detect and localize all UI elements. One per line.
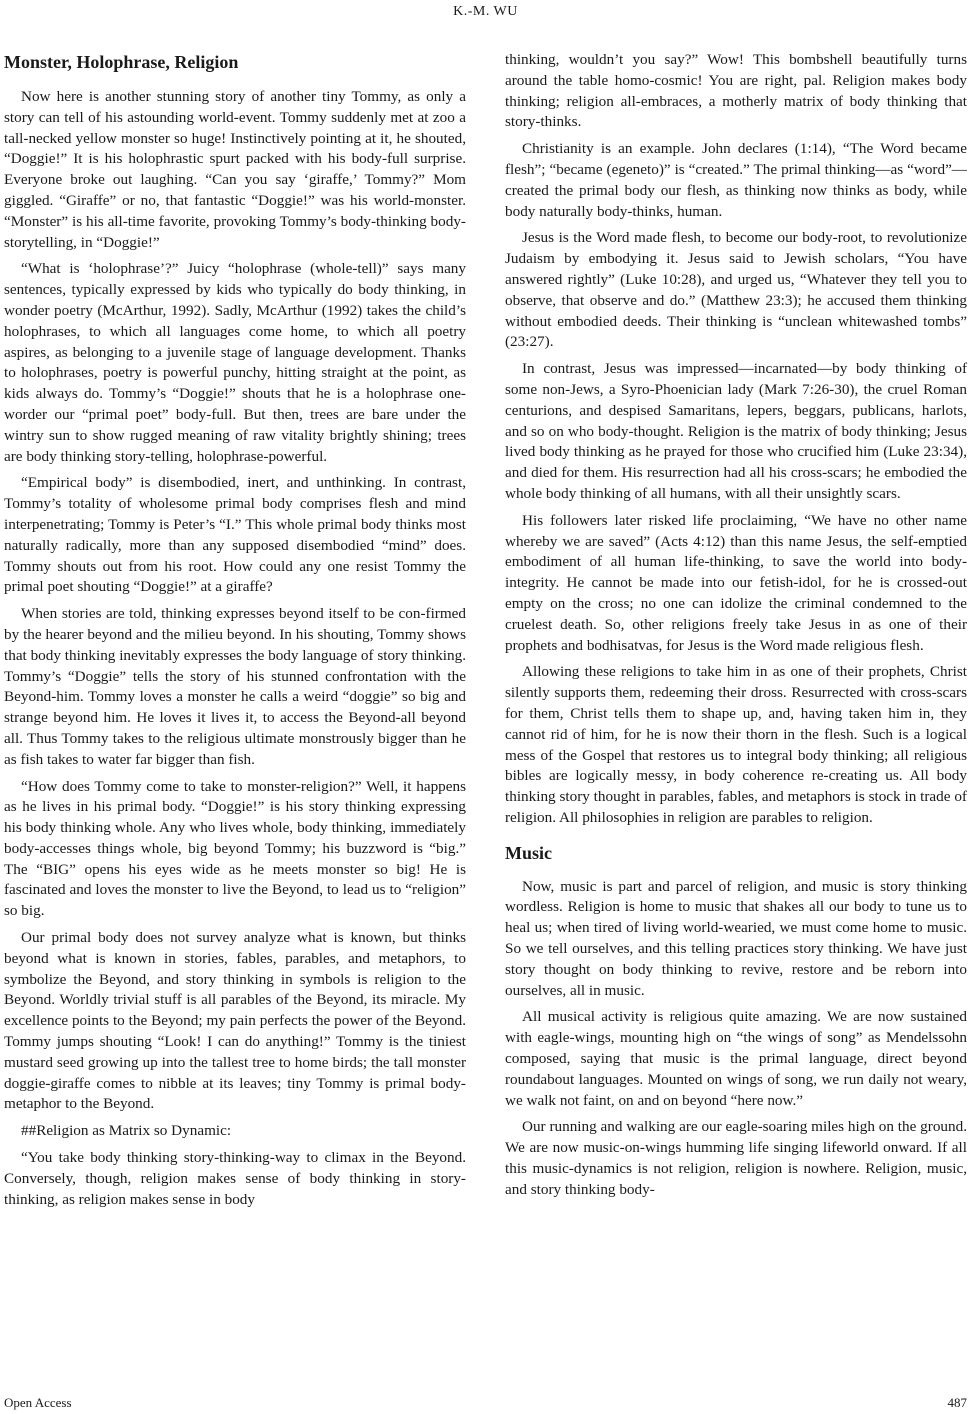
subheading-paragraph: ##Religion as Matrix so Dynamic:	[21, 1122, 232, 1140]
page-number: 487	[947, 1395, 967, 1410]
paragraph: “What is ‘holophrase’?” Juicy “holophrase (whole-tell)” says many sentences, typically expressed by kids who typically do body thinking, in wonder poetry (McArthur, 1992). Sadly, McArthur (1992) takes the child’s holophrases, to which all languages come home, to which all poetry aspires, as belonging to a juvenile stage of language development. Thanks to holophrases, poetry is powerful punchy, hitting straight at the point, as kids always do. Tommy’s “Doggie!” shouts that he is a holophrase one-worder our “primal poet” body-full. But then, trees are bare under the wintry sun to show rugged meaning of raw vitality brightly shining; trees are body thinking story-telling, holophrase-powerful.	[4, 260, 466, 465]
paragraph: When stories are told, thinking expresses beyond itself to be con-firmed by the hearer beyond and the milieu beyond. In his shouting, Tommy shows that body thinking inevitably expresses the body language of story thinking. Tommy’s “Doggie” tells the story of his stunned confrontation with the Beyond-him. Tommy loves a monster he calls a weird “doggie” so big and strange beyond him. He loves it lives it, to access the Beyond-all beyond all. Thus Tommy takes to the religious ultimate monstrously bigger than he as fish takes to water far bigger than fish.	[4, 605, 466, 768]
paragraph: “How does Tommy come to take to monster-religion?” Well, it happens as he lives in his primal body. “Doggie!” is his story thinking expressing his body thinking whole. Any who lives whole, body thinking, immediately body-accesses things whole, big beyond Tommy; his buzzword is “big.” The “BIG” opens his eyes wide as he meets monster so big! He is fascinated and loves the monster to live the Beyond, to lead us to “religion” so big.	[4, 777, 466, 920]
section-heading-music: Music	[505, 842, 552, 863]
right-column	[505, 50, 967, 1207]
paragraph: His followers later risked life proclaiming, “We have no other name whereby we are saved” (Acts 4:12) than this name Jesus, the self-emptied embodiment of all human life-thinking, to save the world into body-integrity. He cannot be made into our fetish-idol, for he is crossed-out empty on the cross; no one can idolize the criminal condemned to the cruelest death. So, other religions freely take Jesus in as one of their prophets and bodhisatvas, for Jesus is the Word made religious flesh.	[505, 511, 967, 654]
paragraph: Now, music is part and parcel of religion, and music is story thinking wordless. Religion is home to music that shakes all our body to tune us to heal us; when tired of living world-wearied, we must come home to music. So we tell ourselves, and this telling practices story thinking. We have just story thought on body thinking to revive, restore and be reborn into ourselves, all in music.	[505, 877, 967, 999]
section-heading-monster: Monster, Holophrase, Religion	[4, 52, 239, 72]
paragraph: Jesus is the Word made flesh, to become our body-root, to revolutionize Judaism by embodying it. Jesus said to Jewish scholars, “You have answered rightly” (Luke 10:28), and urged us, “Whatever they tell you to observe, that observe and do.” (Matthew 23:3); he accused them thinking without embodied deeds. Their thinking is “unclean whitewashed tombs” (23:27).	[505, 229, 967, 351]
paragraph: Our primal body does not survey analyze what is known, but thinks beyond what is known in stories, fables, parables, and metaphors, to symbolize the Beyond, and story thinking in symbols is religion to the Beyond. Worldly trivial stuff is all parables of the Beyond, its miracle. My excellence points to the Beyond; my pain perfects the power of the Beyond. Tommy jumps shouting “Look! I can do anything!” Tommy is the tiniest mustard seed growing up into the tallest tree to home birds; the tall monster doggie-giraffe comes to nibble at its leaves; tiny Tommy is primal body-metaphor to the Beyond.	[4, 929, 466, 1113]
paragraph: Now here is another stunning story of another tiny Tommy, as only a story can tell of his astounding world-event. Tommy suddenly met at zoo a tall-necked yellow monster so huge! Instinctively pointing at it, he shouted, “Doggie!” It is his holophrastic spurt packed with his body-full surprise. Everyone broke out laughing. “Can you say ‘giraffe,’ Tommy?” Mom giggled. “Giraffe” or no, that fantastic “Doggie!” was his world-monster. “Monster” is his all-time favorite, provoking Tommy’s body-thinking body-storytelling, in “Doggie!”	[4, 88, 466, 251]
paragraph: Allowing these religions to take him in as one of their prophets, Christ silently supports them, redeeming their dross. Resurrected with cross-scars for them, Christ tells them to shape up, and, having taken him in, they cannot rid of him, for he is now their thorn in the flesh. Such is a logical mess of the Gospel that restores us to integral body thinking; all religious bibles are logically messy, in body coherence re-creating us. All body thinking story thought in parables, fables, and metaphors is stock in trade of religion. All philosophies in religion are parables to religion.	[505, 663, 967, 826]
paragraph: All musical activity is religious quite amazing. We are now sustained with eagle-wings, mounting high on “the wings of song” as Mendelssohn composed, saying that music is the primal language, direct beyond roundabout languages. Mounted on wings of song, we run daily not weary, we walk not faint, on and on beyond “here now.”	[505, 1008, 967, 1109]
paragraph: Our running and walking are our eagle-soaring miles high on the ground. We are now music-on-wings humming life singing lifeworld onward. If all this music-dynamics is not religion, religion is nowhere. Religion, music, and story thinking body-	[505, 1118, 967, 1198]
footer-open-access: Open Access	[4, 1395, 72, 1410]
paragraph: thinking, wouldn’t you say?” Wow! This bombshell beautifully turns around the table homo-cosmic! You are right, pal. Religion makes body thinking; religion all-embraces, a motherly matrix of body thinking that story-thinks.	[505, 51, 967, 131]
left-column	[4, 50, 466, 1216]
paragraph: “You take body thinking story-thinking-way to climax in the Beyond. Conversely, though, religion makes sense of body thinking in story-thinking, as religion makes sense in body	[4, 1149, 466, 1208]
paragraph: In contrast, Jesus was impressed—incarnated—by body thinking of some non-Jews, a Syro-Phoenician lady (Mark 7:26-30), the cruel Roman centurions, and despised Samaritans, lepers, beggars, publicans, harlots, and so on who body-thought. Religion is the matrix of body thinking; Jesus lived body thinking as he prayed for those who crucified him (Luke 23:34), and died for them. His resurrection had all his cross-scars; he embodied the whole body thinking of all humans, with all their unsightly scars.	[505, 360, 967, 502]
paragraph: “Empirical body” is disembodied, inert, and unthinking. In contrast, Tommy’s totality of wholesome primal body comprises flesh and mind interpenetrating; Tommy is Peter’s “I.” This whole primal body thinks most naturally radically, more than any supposed disembodied “mind” does. Tommy shouts out from his root. How could any one resist Tommy the primal poet shouting “Doggie!” at a giraffe?	[4, 474, 466, 596]
running-head: K.-M. WU	[453, 4, 518, 19]
paragraph: Christianity is an example. John declares (1:14), “The Word became flesh”; “became (egeneto)” is “created.” The primal thinking—as “word”—created the primal body our flesh, as thinking now thinks as body, while body naturally body-thinks, human.	[505, 140, 967, 220]
